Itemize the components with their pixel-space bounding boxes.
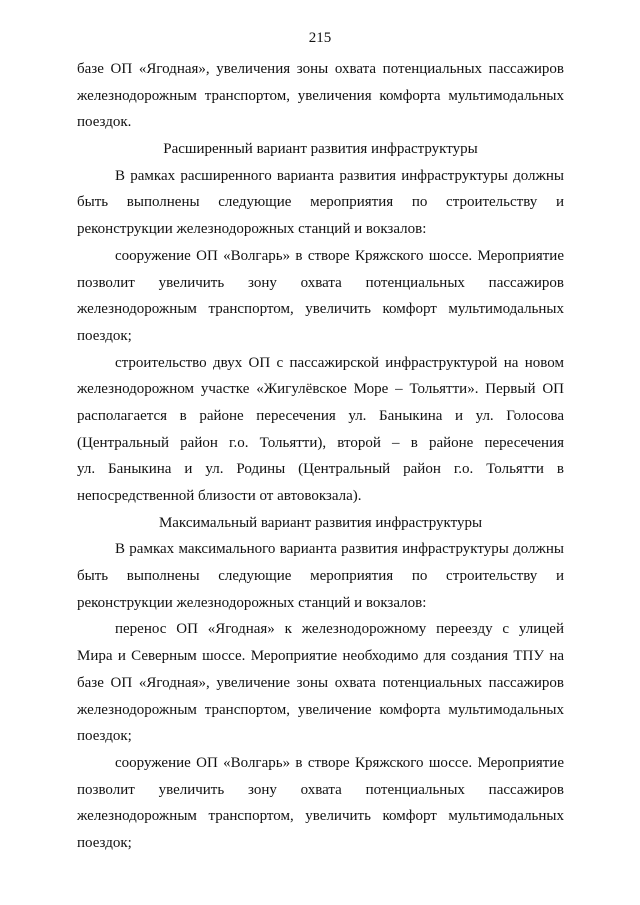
text-line: перенос ОП «Ягодная» к железнодорожному переезду с улицей [115, 621, 564, 638]
text-line: быть выполнены следующие мероприятия по строительству и [77, 194, 564, 211]
text-line: В рамках расширенного варианта развития инфраструктуры должны [115, 167, 564, 184]
text-line: строительство двух ОП с пассажирской инфраструктурой на новом [115, 354, 564, 371]
text-line: поездок; [77, 834, 132, 851]
text-line: реконструкции железнодорожных станций и вокзалов: [77, 221, 427, 238]
page-number: 215 [308, 30, 332, 46]
section-heading: Расширенный вариант развития инфраструктуры [163, 141, 478, 158]
text-line: располагается в районе пересечения ул. Баныкина и ул. Голосова [77, 407, 564, 424]
text-line: базе ОП «Ягодная», увеличения зоны охвата потенциальных пассажиров [77, 61, 564, 77]
text-line: сооружение ОП «Волгарь» в створе Кряжского шоссе. Мероприятие [115, 754, 564, 771]
text-line: Мира и Северным шоссе. Мероприятие необходимо для создания ТПУ на [77, 648, 564, 665]
text-line: поездок; [77, 327, 132, 344]
text-line: железнодорожном участке «Жигулёвское Море – Тольятти». Первый ОП [77, 381, 564, 398]
section-heading: Максимальный вариант развития инфраструктуры [158, 514, 483, 531]
text-line: позволит увеличить зону охвата потенциальных пассажиров [77, 781, 564, 798]
text-line: сооружение ОП «Волгарь» в створе Кряжского шоссе. Мероприятие [115, 247, 564, 264]
text-line: железнодорожным транспортом, увеличить комфорт мультимодальных [77, 301, 564, 318]
text-line: железнодорожным транспортом, увеличения комфорта мультимодальных [77, 87, 564, 104]
document-body [77, 56, 564, 857]
text-line: (Центральный район г.о. Тольятти), второй – в районе пересечения [77, 434, 564, 451]
text-line: непосредственной близости от автовокзала). [77, 488, 362, 504]
text-line: поездок. [77, 114, 132, 131]
text-line: ул. Баныкина и ул. Родины (Центральный район г.о. Тольятти в [77, 461, 564, 478]
text-line: В рамках максимального варианта развития инфраструктуры должны [115, 541, 564, 558]
text-line: железнодорожным транспортом, увеличить комфорт мультимодальных [77, 808, 564, 825]
text-line: позволит увеличить зону охвата потенциальных пассажиров [77, 274, 564, 291]
text-line: поездок; [77, 728, 132, 745]
text-line: быть выполнены следующие мероприятия по строительству и [77, 568, 564, 585]
text-line: базе ОП «Ягодная», увеличение зоны охвата потенциальных пассажиров [77, 674, 564, 691]
text-line: железнодорожным транспортом, увеличение комфорта мультимодальных [77, 701, 564, 718]
text-line: реконструкции железнодорожных станций и вокзалов: [77, 594, 427, 611]
